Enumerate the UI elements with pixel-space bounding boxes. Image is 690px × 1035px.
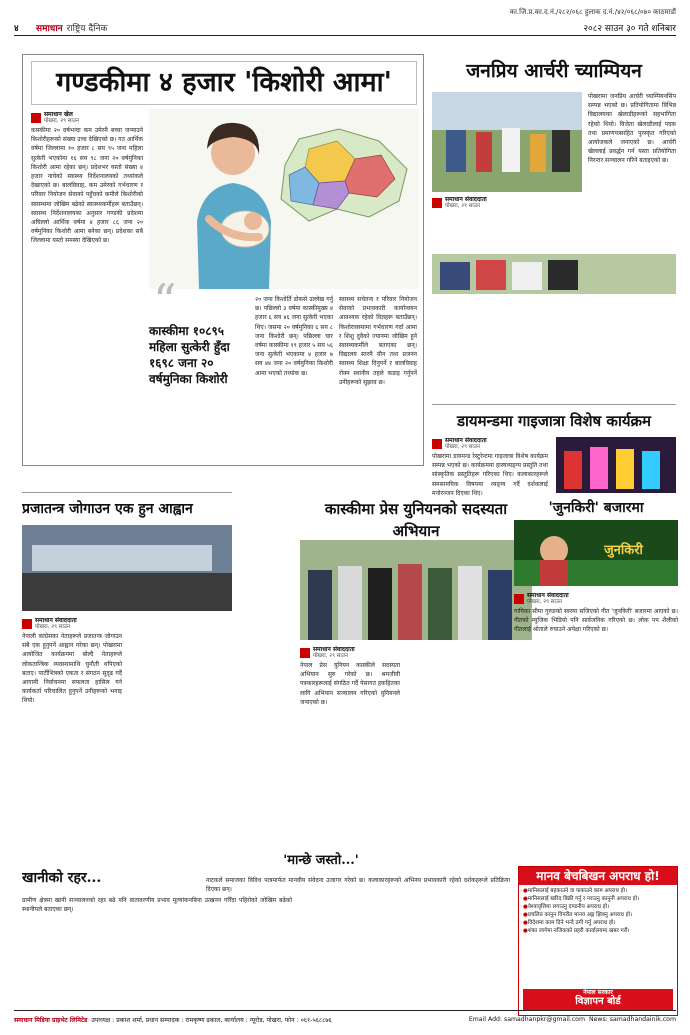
byline-place: पोखरा, २९ साउन — [313, 653, 348, 659]
trafficking-ad — [518, 866, 678, 1016]
footer-web: News: samadhandainik.com — [588, 1016, 676, 1023]
mother-map-illustration — [149, 109, 419, 289]
page-number: ४ — [14, 24, 19, 34]
byline-name: समाधान संवाददाता — [35, 617, 77, 624]
byline-name: समाधान संवाददाता — [445, 196, 487, 203]
main-col-1-text: कास्कीमा २० वर्षभन्दा कम उमेरमै बच्चा जन्माउने किशोरीहरूको संख्या उच्च देखिएको छ। गत आर्थिक वर्षमा जिल्लामा १० हजार ८ सय ९५ जना महिला सुत्केरी भएकोमा १६ सय ९८ जना २० वर्षमुनिका किशोरी आमा रहेका छन्। प्रदेशभर यस्तो संख्या ४ हजार नाघेको स्वास्थ्य निर्देशनालयको तथ्यांकले देखाएको छ। बालविवाह, कम उमेरको गर्भधारण र परिवार नियोजन सेवाको पहुँचको कमीले किशोरीको स्वास्थ्यमा जोखिम बढेको स्वास्थ्यकर्मीहरू बताउँछन्। स्वास्थ्य निर्देशनालयका अनुसार गण्डकी प्रदेशमा अघिल्लो आर्थिक वर्षमा ४ हजार ८६ जना २० वर्षमुनिका किशोरी आमा बनेका छन्। प्रदेशका सबै जिल्लामा यस्तो समस्या देखिएको छ। — [31, 127, 143, 245]
main-col-1 — [31, 111, 143, 461]
page-bar — [14, 20, 676, 36]
main-col-2-text: २० जना किशोर्ति डोकसे उल्लेख गर्नु छ। पछिल्लो ३ वर्षमा कास्कीमुख्य ४ हजार ६ सय ४६ जना सुत्केरी भएका थिए। जसमा २० वर्षमुनिका ६ सय ८ जना किशोरी छन्। पछिल्ला चार वर्षमा कास्कीमा १९ हजार ५ सय ५६ जना सुत्केरी भएकामा ४ हजार ७ सय ४४ जना २० वर्षमुनिका किशोरी आमा भएको तथ्यांक छ। — [255, 296, 333, 377]
paper-tag: राष्ट्रिय दैनिक — [66, 24, 108, 34]
footer-details: उपाध्यक्ष : प्रकाश शर्मा, प्रधान सम्पादक : रामकृष्ण ढकाल, कार्यालय : न्यूरोड, पोखरा, फोन : ०६१-५६८८७६ — [91, 1017, 332, 1024]
byline-logo — [31, 113, 41, 123]
ad-org-name: विज्ञापन बोर्ड — [575, 996, 621, 1007]
pull-quote: कास्कीमा १०८९५ महिला सुत्केरी हुँदा १६९८ जना २० वर्षमुनिका किशोरी — [149, 324, 230, 386]
byline-name: समाधान संवाददाता — [527, 592, 569, 599]
byline-logo — [22, 619, 32, 629]
democracy-byline — [22, 617, 122, 832]
byline-logo — [300, 648, 310, 658]
khani-text: ग्रामीण क्षेत्रमा खानी सञ्चालनको रहर बढे पनि वातावरणीय प्रभाव मूल्यांकनबिना उत्खनन गरिँदा पहिरोको जोखिम बढेको स्थानीयले बताएका छन्। — [22, 897, 292, 914]
democracy-headline: प्रजातन्त्र जोगाउन एक हुन आह्वान — [22, 501, 193, 517]
byline-name: समाधान खेल — [44, 111, 73, 118]
footer-publisher: समाधान मिडिया प्राइभेट लिमिटेड — [14, 1017, 88, 1024]
junkiri-headline: 'जुनकिरी' बजारमा — [548, 500, 644, 516]
registration-line: का.जि.प्र.का.द.नं./२८२/०६८ हुलाक द.नं./४२/०६८/०७० काठमाडौं — [509, 8, 676, 16]
khani-headline: खानीको रहर... — [22, 870, 102, 886]
democracy-photo — [22, 525, 232, 611]
junkiri-poster-title: जुनकिरी — [604, 543, 643, 558]
junkiri-text: गायिका सीमा गुरुङको स्वरमा सजिएको गीत 'जुनकिरी' बजारमा आएको छ। गीतको म्युजिक भिडियो पनि सार्वजनिक गरिएको छ। लोक पप शैलीको गीतलाई श्रोताले रुचाउने अपेक्षा गरिएको छ। — [514, 608, 678, 634]
main-story — [22, 54, 424, 466]
byline-place: पोखरा, २९ साउन — [527, 599, 562, 605]
footer-email: Email Add: samadhanpkr@gmail.com — [468, 1016, 585, 1023]
page-footer — [14, 1010, 676, 1028]
ad-org-label: नेपाल सरकार — [583, 989, 613, 996]
democracy-text: नेपाली कांग्रेसका नेताहरूले प्रजातन्त्र जोगाउन सबै एक हुनुपर्ने आह्वान गरेका छन्। पोखरामा आयोजित कार्यक्रममा बोल्दै नेताहरूले लोकतान्त्रिक व्यवस्थामाथि चुनौती थपिएको बताए। पार्टीभित्रको एकता र संगठन सुदृढ गर्दै आगामी निर्वाचनमा सफलता हासिल गर्न कार्यकर्ता परिचालित हुनुपर्ने उनीहरूको भनाइ थियो। — [22, 633, 122, 705]
ad-item: ● विदेशमा काम दिने भन्दै ठगी गर्नु अपराध हो। — [523, 920, 673, 927]
press-union-photo — [300, 540, 532, 640]
gaijatra-photo — [556, 437, 676, 493]
manchhe-jasto-headline: 'मान्छे जस्तो...' — [283, 853, 359, 868]
gaijatra-headline: डायमन्डमा गाइजात्रा विशेष कार्यक्रम — [456, 412, 652, 430]
byline-logo — [514, 594, 524, 604]
ad-item: ● मानिसलाई खरिद बिक्री गर्नु र गराउनु कानुनी अपराध हो। — [523, 896, 673, 903]
manchhe-jasto-text: नाटकले समाजका विविध पात्रमार्फत मानवीय संवेदना उजागर गरेको छ। कलाकारहरूको अभिनय प्रभावकारी रहेको दर्शकहरूले प्रतिक्रिया दिएका छन्। — [206, 877, 510, 894]
manchhe-jasto-story — [206, 850, 436, 874]
paper-name: समाधान — [36, 24, 63, 34]
archery-text-right: पोखरामा जनप्रिय आर्चरी च्याम्पियनसिप सम्पन्न भएको छ। प्रतियोगितामा विभिन्न विद्यालयका खेलाडीहरूको सहभागिता रहेको थियो। विजेता खेलाडीलाई पदक तथा प्रमाणपत्रसहित पुरस्कृत गरिएको आयोजकले जनाएको छ। आर्चरी खेललाई प्रवर्द्धन गर्न यस्ता प्रतियोगिता निरन्तर सञ्चालन गरिने बताइएको छ। — [588, 93, 676, 165]
ad-item: ● शंका लागेमा नजिकको प्रहरी कार्यालयमा खबर गरौं। — [523, 928, 673, 935]
byline-place: पोखरा, २९ साउन — [445, 444, 480, 450]
page-header — [14, 8, 676, 38]
byline-name: समाधान संवाददाता — [313, 646, 355, 653]
press-union-text: नेपाल प्रेस युनियन कास्कीले सदस्यता अभियान सुरु गरेको छ। श्रमजीवी पत्रकारहरूलाई संगठित गर्दै पेसागत हकहितका लागि अभियान सञ्चालन गरिएको युनियनले जनाएको छ। — [300, 662, 400, 706]
main-col-3-text: स्वास्थ्य सचेतना र परिवार नियोजन सेवाको प्रभावकारी कार्यान्वयन आवश्यक रहेको विज्ञहरू बताउँछन्। किशोरावस्थामा गर्भधारण गर्दा आमा र शिशु दुवैको ज्यानमा जोखिम हुने स्वास्थ्यकर्मीले बताएका छन्। विद्यालय स्तरमै यौन तथा प्रजनन स्वास्थ्य शिक्षा दिनुपर्ने र बालविवाह रोक्न स्थानीय तहले कडाइ गर्नुपर्ने उनीहरूको सुझाव छ। — [339, 296, 417, 386]
ad-list — [519, 885, 677, 939]
archery-story — [432, 54, 676, 398]
ad-title: मानव बेचबिखन अपराध हो! — [519, 867, 677, 885]
main-byline — [31, 111, 143, 124]
archery-byline — [432, 196, 582, 211]
byline-logo — [432, 439, 442, 449]
ad-item: ● प्रचलित कानुन विपरीत मानव अङ्ग झिक्नु अपराध हो। — [523, 912, 673, 919]
archery-headline: जनप्रिय आर्चरी च्याम्पियन — [466, 60, 642, 82]
byline-place: पोखरा, २९ साउन — [35, 624, 70, 630]
press-union-byline — [300, 646, 400, 841]
ad-org-banner — [523, 989, 673, 1011]
byline-place: पोखरा, २९ साउन — [44, 118, 79, 124]
byline-name: समाधान संवाददाता — [445, 437, 487, 444]
archery-photo — [432, 92, 582, 192]
byline-place: पोखरा, २९ साउन — [445, 203, 480, 209]
quote-mark-icon: “ — [153, 274, 177, 328]
ad-item: ● वेश्यावृत्तिमा लगाउनु दण्डनीय अपराध हो। — [523, 904, 673, 911]
main-headline: गण्डकीमा ४ हजार 'किशोरी आमा' — [31, 61, 417, 105]
byline-logo — [432, 198, 442, 208]
ad-item: ● मानिसलाई बहकाउने वा फकाउने काम अपराध हो। — [523, 888, 673, 895]
archery-photo-2 — [432, 254, 676, 294]
press-union-headline: कास्कीमा प्रेस युनियनको सदस्यता अभियान — [324, 500, 508, 540]
issue-date: २०८२ साउन ३० गते शनिबार — [583, 24, 676, 34]
gaijatra-text: पोखरामा डायमन्ड रेस्टुरेन्टमा गाइजात्रा विशेष कार्यक्रम सम्पन्न भएको छ। कार्यक्रममा हास्यव्यङ्ग्य प्रस्तुति तथा सांस्कृतिक प्रस्तुतिहरू गरिएका थिए। कलाकारहरूले समसामयिक विषयमा व्यङ्ग्य गर्दै दर्शकलाई मनोरञ्जन दिएका थिए। — [432, 453, 548, 497]
junkiri-byline — [514, 592, 678, 747]
